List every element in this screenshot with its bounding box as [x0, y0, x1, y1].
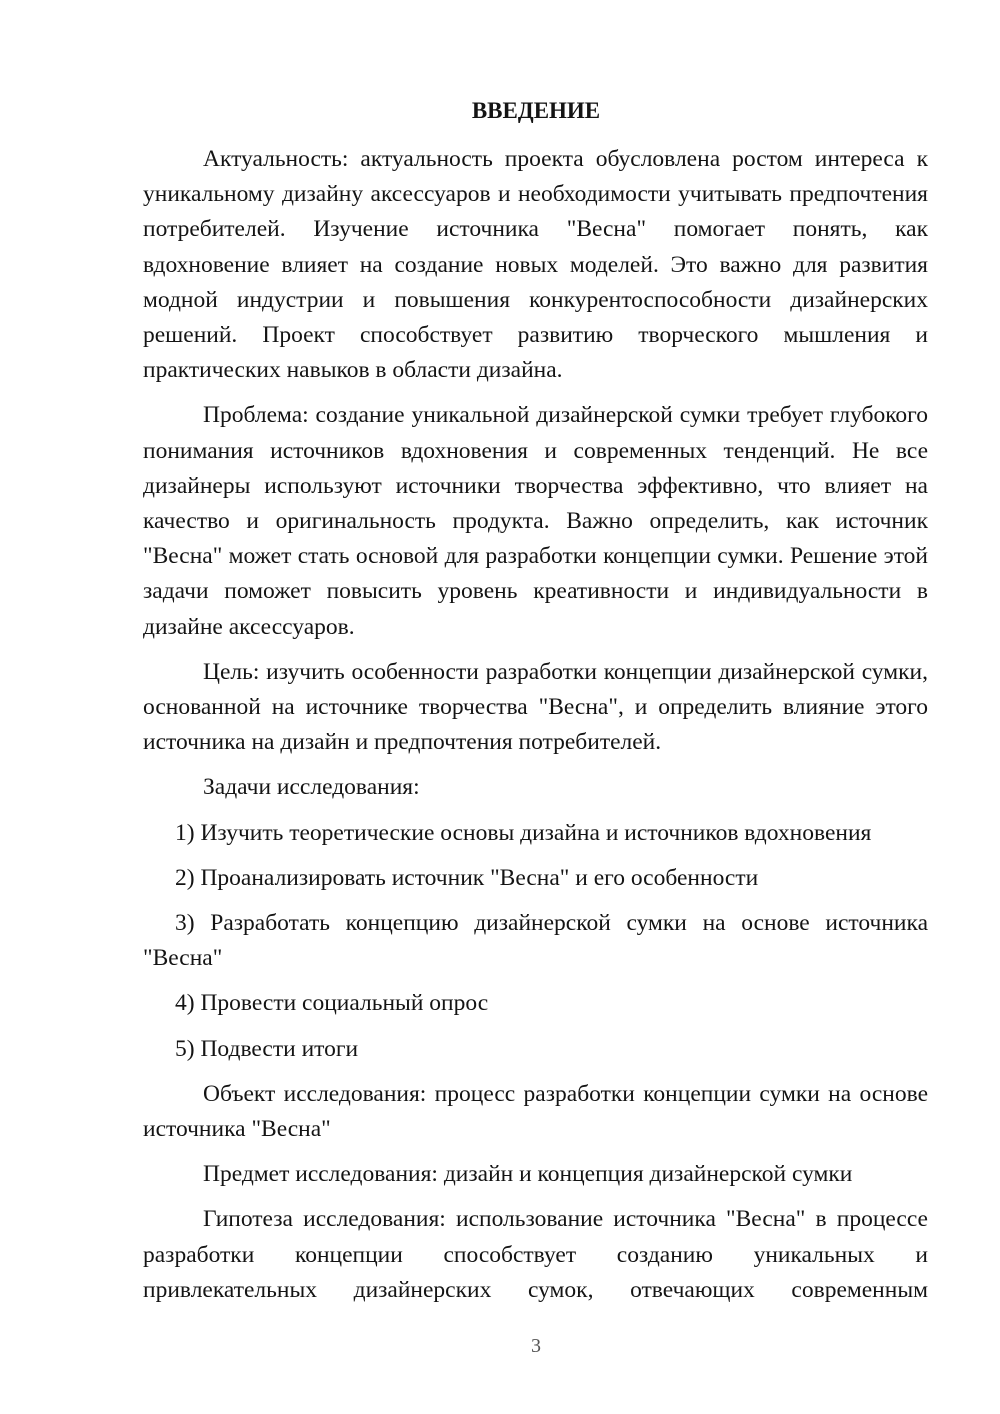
paragraph-hypothesis: Гипотеза исследования: использование источника "Весна" в процессе разработки концепции способствует созданию уникальных и привлекательных дизайнерских сумок, отвечающих современным	[143, 1206, 928, 1303]
paragraph-subject: Предмет исследования: дизайн и концепция дизайнерской сумки	[203, 1161, 853, 1188]
document-body	[143, 142, 928, 1318]
task-item: 4) Провести социальный опрос	[175, 990, 489, 1017]
task-item: 1) Изучить теоретические основы дизайна и источников вдохновения	[175, 819, 872, 846]
paragraph-problem: Проблема: создание уникальной дизайнерской сумки требует глубокого понимания источников вдохновения и современных тенденций. Не все дизайнеры используют источники творчества эффективно, что влияет на качество и оригинальность продукта. Важно определить, как источник "Весна" может стать основой для разработки концепции сумки. Решение этой задачи поможет повысить уровень креативности и индивидуальности в дизайне аксессуаров.	[143, 402, 928, 640]
task-item: 3) Разработать концепцию дизайнерской сумки на основе источника "Весна"	[143, 910, 928, 972]
task-item: 2) Проанализировать источник "Весна" и его особенности	[175, 864, 759, 891]
tasks-heading: Задачи исследования:	[203, 774, 420, 801]
paragraph-goal: Цель: изучить особенности разработки концепции дизайнерской сумки, основанной на источнике творчества "Весна", и определить влияние этого источника на дизайн и предпочтения потребителей.	[143, 658, 928, 756]
paragraph-object: Объект исследования: процесс разработки концепции сумки на основе источника "Весна"	[143, 1080, 928, 1143]
paragraph-relevance: Актуальность: актуальность проекта обусловлена ростом интереса к уникальному дизайну аксессуаров и необходимости учитывать предпочтения потребителей. Изучение источника "Весна" помогает понять, как вдохновение влияет на создание новых моделей. Это важно для развития модной индустрии и повышения конкурентоспособности дизайнерских решений. Проект способствует развитию творческого мышления и практических навыков в области дизайна.	[143, 146, 928, 384]
page-number: 3	[531, 1335, 541, 1357]
task-item: 5) Подвести итоги	[175, 1035, 359, 1062]
page-title: ВВЕДЕНИЕ	[471, 98, 601, 123]
